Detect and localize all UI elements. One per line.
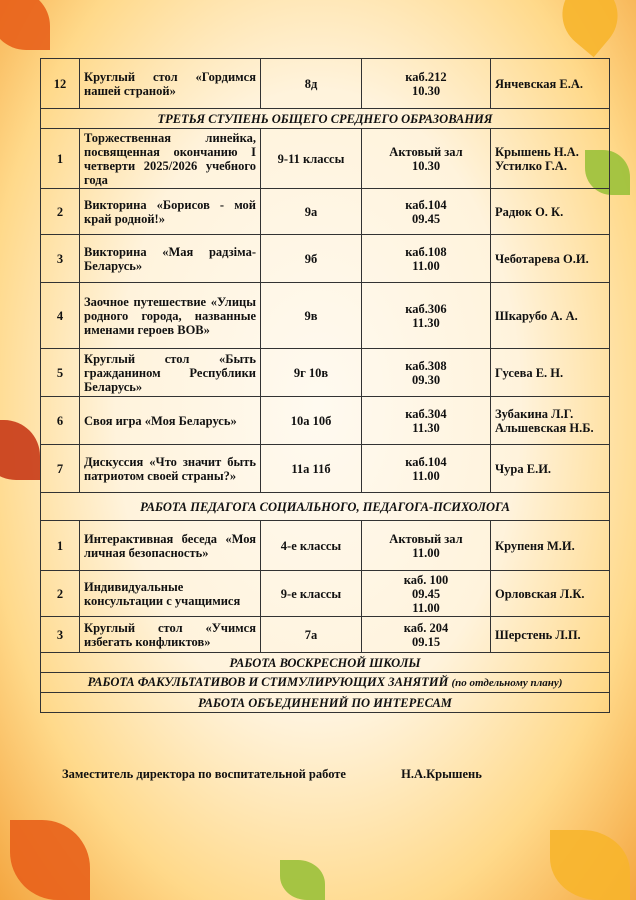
event-name: Круглый стол «Быть гражданином Республики Беларусь»: [80, 349, 261, 397]
section-title: РАБОТА ПЕДАГОГА СОЦИАЛЬНОГО, ПЕДАГОГА-ПСИХОЛОГА: [140, 499, 510, 514]
responsible: Орловская Л.К.: [491, 571, 610, 617]
section-title: РАБОТА ФАКУЛЬТАТИВОВ И СТИМУЛИРУЮЩИХ ЗАНЯТИЙ: [87, 675, 449, 689]
row-number: 2: [41, 571, 80, 617]
event-name: Индивидуальные консультации с учащимися: [80, 571, 261, 617]
section-header-row: [41, 653, 610, 673]
responsible: Крупеня М.И.: [491, 521, 610, 571]
section-title: РАБОТА ОБЪЕДИНЕНИЙ ПО ИНТЕРЕСАМ: [198, 695, 452, 710]
signature-position: Заместитель директора по воспитательной работе: [62, 767, 346, 781]
table-row: [41, 59, 610, 109]
section-title: РАБОТА ВОСКРЕСНОЙ ШКОЛЫ: [229, 655, 421, 670]
schedule-table: [40, 58, 610, 713]
class-group: 7а: [261, 617, 362, 653]
event-name: Викторина «Борисов - мой край родной!»: [80, 189, 261, 235]
table-row: [41, 189, 610, 235]
responsible: Шерстень Л.П.: [491, 617, 610, 653]
table-row: [41, 397, 610, 445]
maple-leaf-decoration: [10, 820, 90, 900]
place-time: каб.308 09.30: [362, 349, 491, 397]
responsible: Крышень Н.А. Устилко Г.А.: [491, 129, 610, 189]
section-header-row: [41, 693, 610, 713]
place-time: Актовый зал 11.00: [362, 521, 491, 571]
class-group: 8д: [261, 59, 362, 109]
row-number: 5: [41, 349, 80, 397]
place-time: каб.104 09.45: [362, 189, 491, 235]
section-title-psychologist: [41, 493, 610, 521]
table-row: [41, 235, 610, 283]
event-name: Круглый стол «Гордимся нашей страной»: [80, 59, 261, 109]
class-group: 10а 10б: [261, 397, 362, 445]
class-group: 9а: [261, 189, 362, 235]
section-title-sunday: [41, 653, 610, 673]
place-time: каб.104 11.00: [362, 445, 491, 493]
class-group: 9-е классы: [261, 571, 362, 617]
row-number: 3: [41, 617, 80, 653]
class-group: 9-11 классы: [261, 129, 362, 189]
row-number: 1: [41, 129, 80, 189]
table-row: [41, 349, 610, 397]
section-title-facultatives: [41, 673, 610, 693]
maple-leaf-decoration: [550, 830, 630, 900]
section-note: (по отдельному плану): [451, 677, 563, 689]
signature-line: [62, 767, 482, 782]
maple-leaf-decoration: [280, 860, 325, 900]
row-number: 2: [41, 189, 80, 235]
table-row: [41, 445, 610, 493]
section-title: ТРЕТЬЯ СТУПЕНЬ ОБЩЕГО СРЕДНЕГО ОБРАЗОВАНИЯ: [157, 111, 493, 126]
responsible: Радюк О. К.: [491, 189, 610, 235]
event-name: Торжественная линейка, посвященная окончанию I четверти 2025/2026 учебного года: [80, 129, 261, 189]
place-time: каб.212 10.30: [362, 59, 491, 109]
responsible: Чеботарева О.И.: [491, 235, 610, 283]
section-header-row: [41, 109, 610, 129]
table-row: [41, 571, 610, 617]
place-time: каб. 204 09.15: [362, 617, 491, 653]
signature-name: Н.А.Крышень: [401, 767, 482, 781]
table-row: [41, 521, 610, 571]
place-time: каб. 100 09.45 11.00: [362, 571, 491, 617]
responsible: Шкарубо А. А.: [491, 283, 610, 349]
place-time: Актовый зал 10.30: [362, 129, 491, 189]
row-number: 12: [41, 59, 80, 109]
responsible: Чура Е.И.: [491, 445, 610, 493]
event-name: Своя игра «Моя Беларусь»: [80, 397, 261, 445]
table-row: [41, 283, 610, 349]
place-time: каб.304 11.30: [362, 397, 491, 445]
class-group: 9г 10в: [261, 349, 362, 397]
table-row: [41, 617, 610, 653]
section-title-third-stage: [41, 109, 610, 129]
maple-leaf-decoration: [0, 0, 50, 50]
event-name: Круглый стол «Учимся избегать конфликтов»: [80, 617, 261, 653]
event-name: Викторина «Мая радзіма-Беларусь»: [80, 235, 261, 283]
row-number: 7: [41, 445, 80, 493]
event-name: Дискуссия «Что значит быть патриотом своей страны?»: [80, 445, 261, 493]
maple-leaf-decoration: [0, 420, 40, 480]
event-name: Интерактивная беседа «Моя личная безопасность»: [80, 521, 261, 571]
class-group: 9в: [261, 283, 362, 349]
class-group: 4-е классы: [261, 521, 362, 571]
table-row: [41, 129, 610, 189]
row-number: 6: [41, 397, 80, 445]
responsible: Янчевская Е.А.: [491, 59, 610, 109]
row-number: 1: [41, 521, 80, 571]
place-time: каб.108 11.00: [362, 235, 491, 283]
section-title-interests: [41, 693, 610, 713]
row-number: 4: [41, 283, 80, 349]
section-header-row: [41, 493, 610, 521]
responsible: Зубакина Л.Г. Альшевская Н.Б.: [491, 397, 610, 445]
maple-leaf-decoration: [548, 0, 633, 57]
event-name: Заочное путешествие «Улицы родного города, названные именами героев ВОВ»: [80, 283, 261, 349]
row-number: 3: [41, 235, 80, 283]
class-group: 11а 11б: [261, 445, 362, 493]
class-group: 9б: [261, 235, 362, 283]
place-time: каб.306 11.30: [362, 283, 491, 349]
schedule-document: [40, 58, 610, 713]
responsible: Гусева Е. Н.: [491, 349, 610, 397]
section-header-row: [41, 673, 610, 693]
